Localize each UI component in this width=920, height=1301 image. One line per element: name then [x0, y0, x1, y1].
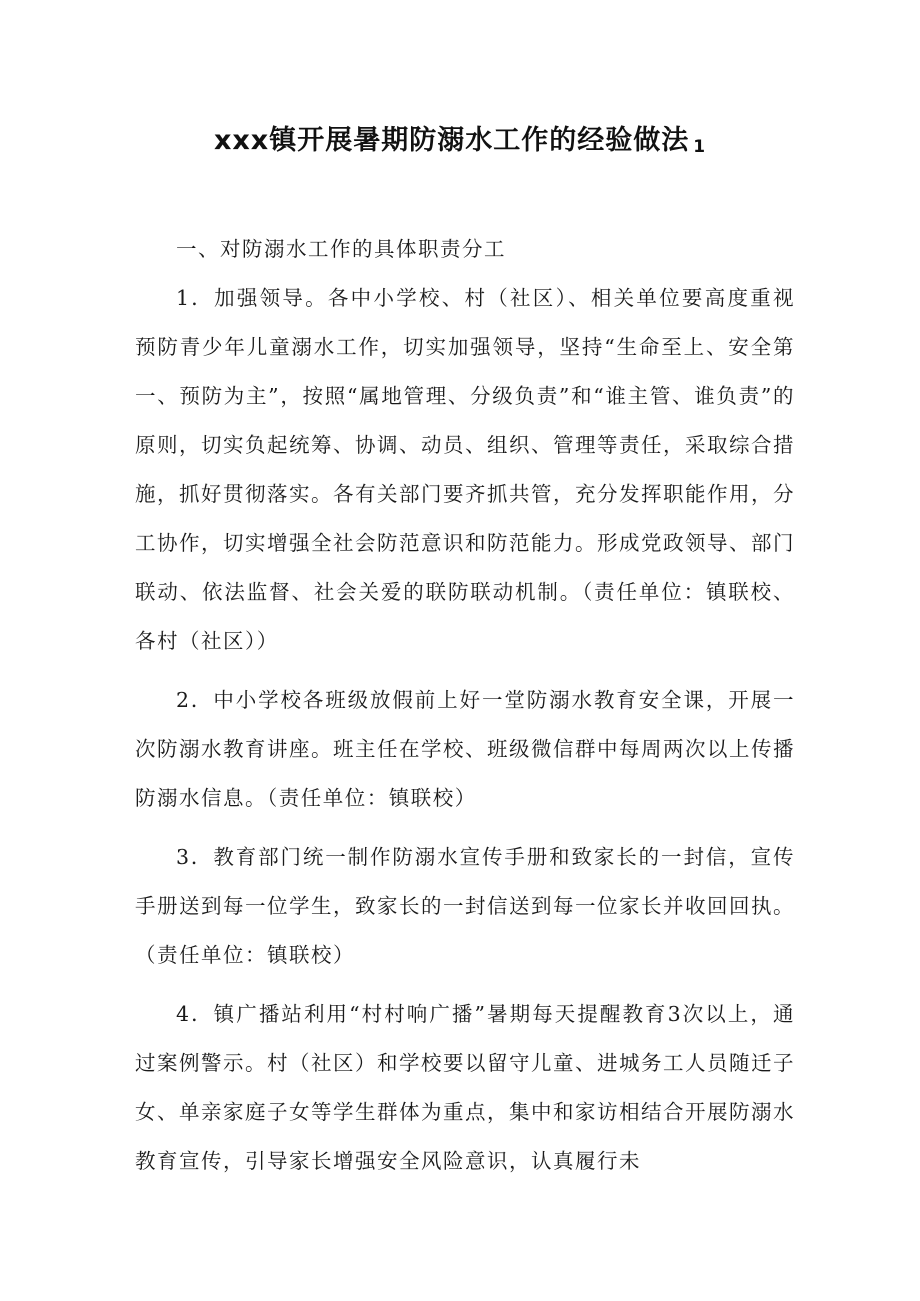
document-body: [135, 225, 795, 1196]
paragraph-4: 4．镇广播站利用“村村响广播”暑期每天提醒教育3次以上，通过案例警示。村（社区）和学校要以留守儿童、进城务工人员随迁子女、单亲家庭子女等学生群体为重点，集中和家访相结合开展防溺水教育宣传，引导家长增强安全风险意识，认真履行未: [135, 1002, 795, 1173]
section-heading: 一、对防溺水工作的具体职责分工: [176, 237, 506, 261]
title-text: xxx镇开展暑期防溺水工作的经验做法: [213, 125, 690, 156]
paragraph-1: 1．加强领导。各中小学校、村（社区）、相关单位要高度重视预防青少年儿童溺水工作，切实加强领导，坚持“生命至上、安全第一、预防为主”，按照“属地管理、分级负责”和“谁主管、谁负责”的原则，切实负起统筹、协调、动员、组织、管理等责任，采取综合措施，抓好贯彻落实。各有关部门要齐抓共管，充分发挥职能作用，分工协作，切实增强全社会防范意识和防范能力。形成党政领导、部门联动、依法监督、社会关爱的联防联动机制。（责任单位：镇联校、各村（社区））: [135, 286, 795, 653]
document-title: [0, 118, 920, 157]
paragraph-2: 2．中小学校各班级放假前上好一堂防溺水教育安全课，开展一次防溺水教育讲座。班主任在学校、班级微信群中每周两次以上传播防溺水信息。（责任单位：镇联校）: [135, 688, 795, 810]
paragraph-3: 3．教育部门统一制作防溺水宣传手册和致家长的一封信，宣传手册送到每一位学生，致家长的一封信送到每一位家长并收回回执。（责任单位：镇联校）: [135, 845, 795, 967]
title-footnote-marker: 1: [693, 137, 707, 157]
